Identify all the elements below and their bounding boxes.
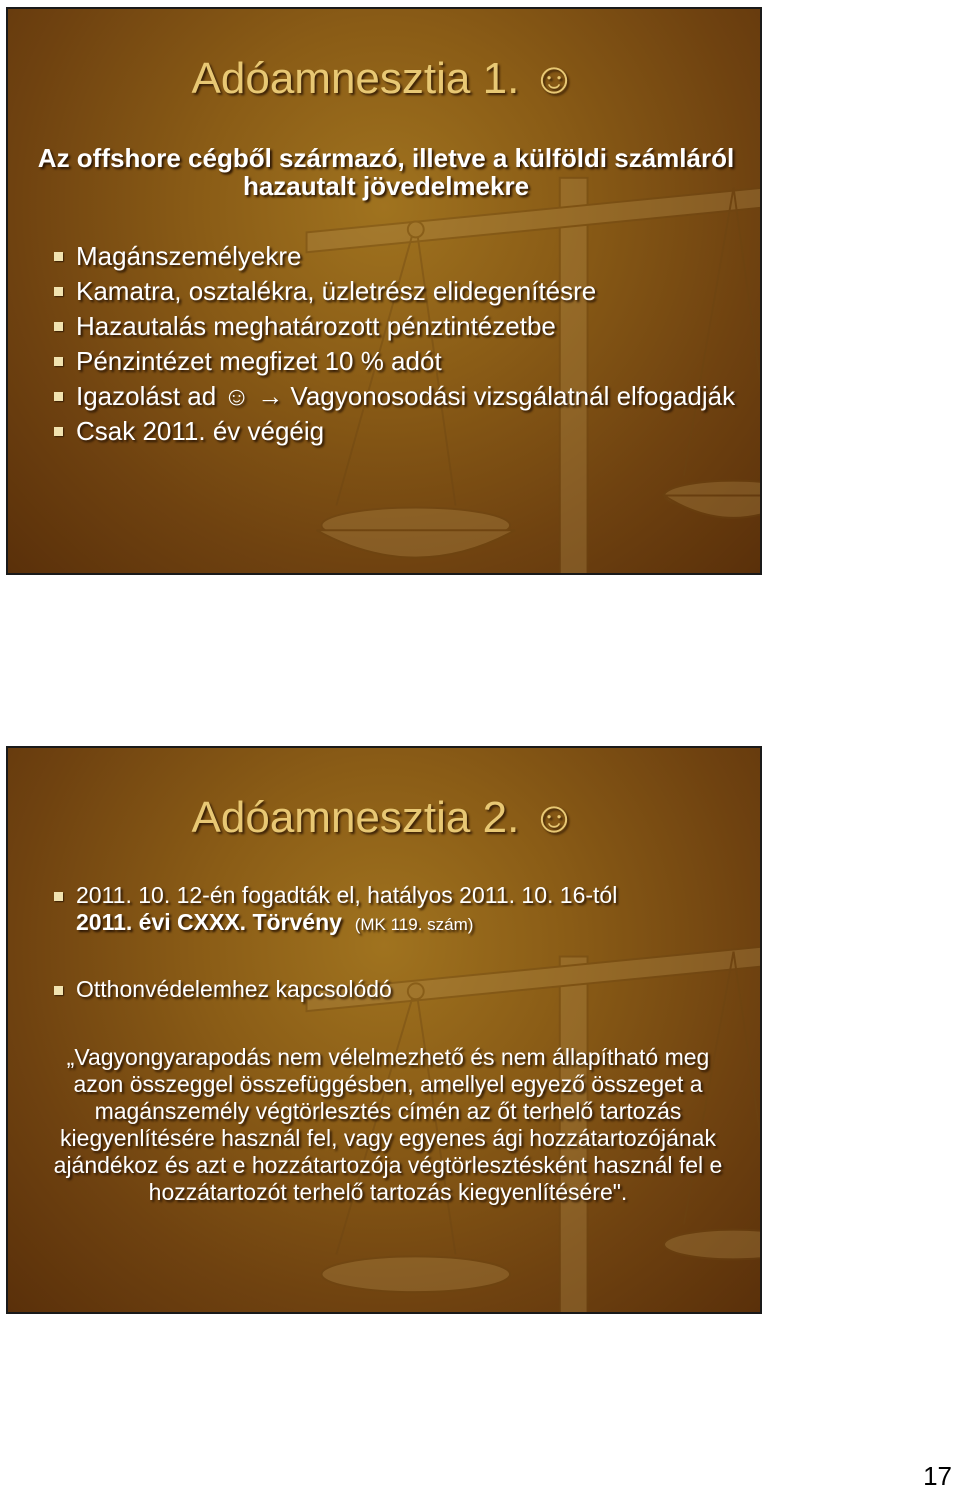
page-number: 17	[923, 1461, 952, 1491]
law-quote: „Vagyongyarapodás nem vélelmezhető és nem állapítható meg azon összeggel összefüggésben, amellyel egyező összeget a magánszemély végtörlesztés címén az őt terhelő tartozás kiegyenlítésére használ fel, vagy egyenes ági hozzátartozójának ajándékoz és azt e hozzátartozója végtörlesztésként használ fel e hozzátartozót terhelő tartozás kiegyenlítésére".	[53, 1044, 723, 1205]
slide-2-bullet-list	[54, 882, 740, 1003]
law-note: (MK 119. szám)	[354, 915, 474, 934]
bullet-item: Csak 2011. év végéig	[54, 416, 740, 446]
bullet-item-law	[54, 882, 740, 938]
law-adoption-text: 2011. 10. 12-én fogadták el, hatályos 2011. 10. 16-tól	[76, 882, 618, 908]
slide-1-bullet-list	[54, 241, 740, 451]
bullet-square-icon	[54, 357, 63, 366]
bullet-item: Hazautalás meghatározott pénztintézetbe	[54, 311, 740, 341]
bullet-square-icon	[54, 892, 63, 901]
bullet-square-icon	[54, 986, 63, 995]
bullet-square-icon	[54, 322, 63, 331]
slide-2-title: Adóamnesztia 2. ☺	[191, 793, 577, 842]
bullet-item: Pénzintézet megfizet 10 % adót	[54, 346, 740, 376]
law-name: 2011. évi CXXX. Törvény	[76, 909, 342, 935]
bullet-square-icon	[54, 427, 63, 436]
bullet-item-home-protection: Otthonvédelemhez kapcsolódó	[54, 976, 740, 1003]
slide-1-subtitle: Az offshore cégből származó, illetve a külföldi számláról hazautalt jövedelmekre	[37, 143, 735, 201]
bullet-square-icon	[54, 392, 63, 401]
slide-1-title: Adóamnesztia 1. ☺	[191, 54, 577, 103]
bullet-square-icon	[54, 252, 63, 261]
bullet-square-icon	[54, 287, 63, 296]
bullet-item: Magánszemélyekre	[54, 241, 740, 271]
bullet-item: Kamatra, osztalékra, üzletrész elidegenítésre	[54, 276, 740, 306]
bullet-item: Igazolást ad ☺ → Vagyonosodási vizsgálatnál elfogadják	[54, 381, 740, 411]
slide-2	[6, 746, 762, 1314]
slide-1	[6, 7, 762, 575]
